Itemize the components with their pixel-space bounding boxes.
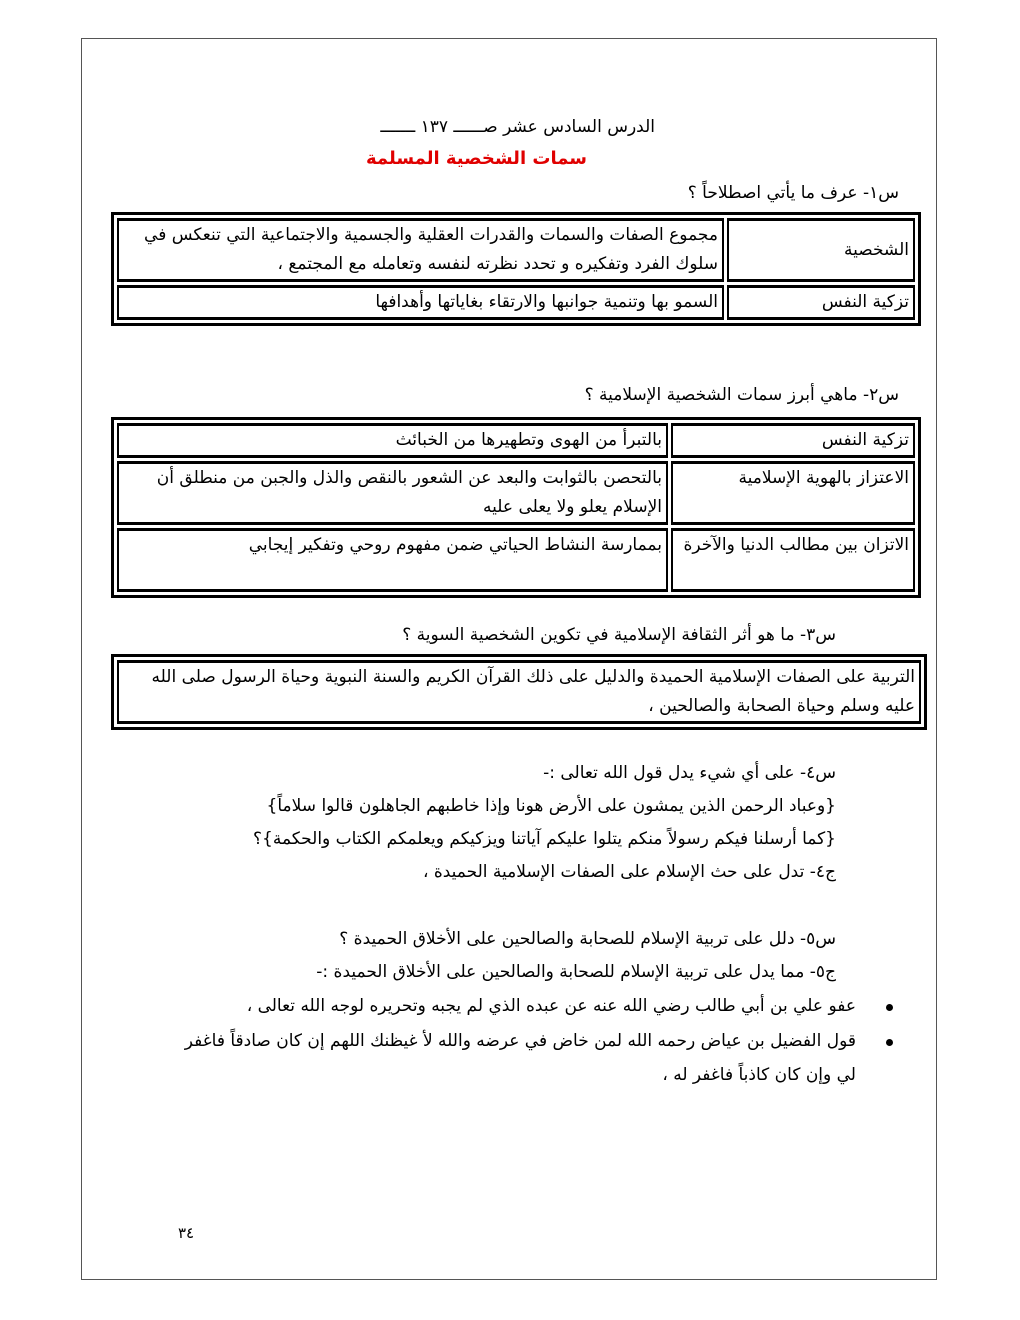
term-cell: تزكية النفس <box>727 285 915 320</box>
traits-table <box>111 417 921 598</box>
term-cell: الاتزان بين مطالب الدنيا والآخرة <box>671 528 915 592</box>
answer-3: التربية على الصفات الإسلامية الحميدة والدليل على ذلك القرآن الكريم والسنة النبوية وحياة الرسول صلى الله عليه وسلم وحياة الصحابة والصالحين ، <box>117 660 921 724</box>
lesson-header: الدرس السادس عشر صــــــ ١٣٧ ـــــــ <box>380 117 655 137</box>
page-number: ٣٤ <box>178 1224 195 1242</box>
verse-1: {وعباد الرحمن الذين يمشون على الأرض هونا وإذا خاطبهم الجاهلون قالوا سلاماً} <box>266 796 836 816</box>
answer-3-box <box>111 654 927 730</box>
table-row <box>117 528 915 592</box>
question-5: س٥- دلل على تربية الإسلام للصحابة والصالحين على الأخلاق الحميدة ؟ <box>339 929 836 949</box>
definition-cell: السمو بها وتنمية جوانبها والارتقاء بغاياتها وأهدافها <box>117 285 724 320</box>
list-item-continuation: لي وإن كان كاذباً فاغفر له ، <box>662 1065 856 1085</box>
list-item: قول الفضيل بن عياض رحمه الله لمن خاض في عرضه والله لأ غيظنك اللهم إن كان صادقاً فاغفر <box>184 1031 856 1051</box>
definitions-table <box>111 212 921 326</box>
answer-5: ج٥- مما يدل على تربية الإسلام للصحابة والصالحين على الأخلاق الحميدة :- <box>316 962 836 982</box>
table-row <box>117 461 915 525</box>
question-1: س١- عرف ما يأتي اصطلاحاً ؟ <box>687 183 899 203</box>
lesson-title: سمات الشخصية المسلمة <box>365 148 587 169</box>
list-item: عفو علي بن أبي طالب رضي الله عنه عن عبده الذي لم يجبه وتحريره لوجه الله تعالى ، <box>246 996 856 1016</box>
table-row <box>117 285 915 320</box>
term-cell: تزكية النفس <box>671 423 915 458</box>
table-row <box>117 218 915 282</box>
bullet-icon <box>886 1004 893 1011</box>
question-3: س٣- ما هو أثر الثقافة الإسلامية في تكوين الشخصية السوية ؟ <box>402 625 836 645</box>
answer-4: ج٤- تدل على حث الإسلام على الصفات الإسلامية الحميدة ، <box>422 862 836 882</box>
term-cell: الشخصية <box>727 218 915 282</box>
definition-cell: بالتبرأ من الهوى وتطهيرها من الخبائث <box>117 423 668 458</box>
definition-cell: بممارسة النشاط الحياتي ضمن مفهوم روحي وتفكير إيجابي <box>117 528 668 592</box>
verse-2: {كما أرسلنا فيكم رسولاً منكم يتلوا عليكم آياتنا ويزكيكم ويعلمكم الكتاب والحكمة}؟ <box>253 829 836 849</box>
term-cell: الاعتزاز بالهوية الإسلامية <box>671 461 915 525</box>
bullet-icon <box>886 1039 893 1046</box>
table-row <box>117 423 915 458</box>
question-4: س٤- على أي شيء يدل قول الله تعالى :- <box>543 763 836 783</box>
definition-cell: بالتحصن بالثوابت والبعد عن الشعور بالنقص والذل والجبن من منطلق أن الإسلام يعلو ولا يعلى عليه <box>117 461 668 525</box>
definition-cell: مجموع الصفات والسمات والقدرات العقلية والجسمية والاجتماعية التي تنعكس في سلوك الفرد وتفكيره و تحدد نظرته لنفسه وتعامله مع المجتمع ، <box>117 218 724 282</box>
question-2: س٢- ماهي أبرز سمات الشخصية الإسلامية ؟ <box>584 385 899 405</box>
